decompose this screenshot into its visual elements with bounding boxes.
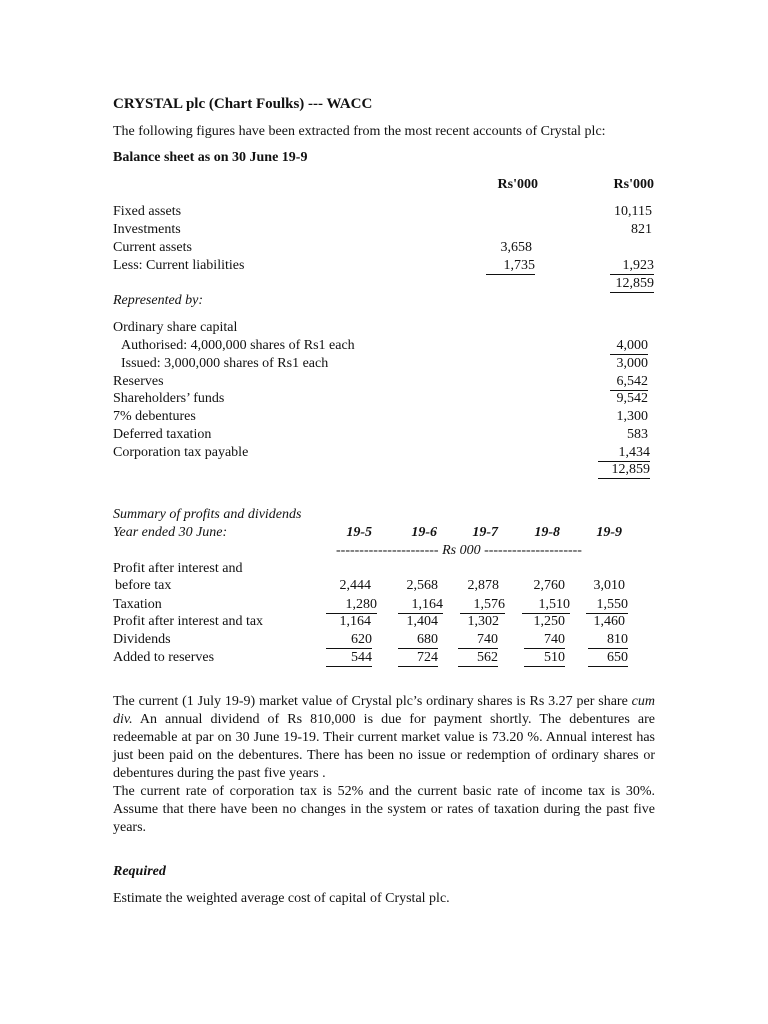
required-heading: Required bbox=[113, 864, 166, 879]
year-header: 19-8 bbox=[534, 525, 560, 540]
intro-text: The following figures have been extracted from the most recent accounts of Crystal plc: bbox=[113, 124, 606, 139]
year-header: 19-6 bbox=[411, 525, 437, 540]
summary-row-label: Profit after interest and tax bbox=[113, 614, 264, 629]
funding-value: 9,542 bbox=[616, 391, 648, 406]
funding-label: Shareholders’ funds bbox=[113, 391, 225, 406]
summary-cell: 2,760 bbox=[533, 578, 565, 593]
summary-cell: 1,302 bbox=[467, 614, 499, 629]
row-label: Less: Current liabilities bbox=[113, 258, 245, 273]
year-header: 19-7 bbox=[472, 525, 498, 540]
col2-header: Rs'000 bbox=[613, 177, 654, 192]
summary-cell: 1,404 bbox=[406, 614, 438, 629]
summary-cell: 680 bbox=[398, 632, 438, 649]
summary-cell: 510 bbox=[524, 650, 565, 667]
funding-label: Reserves bbox=[113, 374, 164, 389]
row-value: 821 bbox=[631, 222, 652, 237]
year-label: Year ended 30 June: bbox=[113, 525, 228, 540]
funding-value: 4,000 bbox=[610, 338, 648, 355]
summary-cell: 740 bbox=[458, 632, 498, 649]
represented-by: Represented by: bbox=[113, 293, 204, 308]
balance-sheet-heading: Balance sheet as on 30 June 19-9 bbox=[113, 150, 308, 165]
summary-cell: 1,250 bbox=[533, 614, 565, 629]
page-title: CRYSTAL plc (Chart Foulks) --- WACC bbox=[113, 96, 373, 112]
funding-label: Corporation tax payable bbox=[113, 445, 249, 460]
row-value: 3,658 bbox=[500, 240, 532, 255]
summary-cell: 1,280 bbox=[326, 597, 377, 614]
summary-cell: 2,444 bbox=[339, 578, 371, 593]
summary-cell: 1,460 bbox=[593, 614, 625, 629]
summary-row-label: Dividends bbox=[113, 632, 171, 647]
funding-label: Issued: 3,000,000 shares of Rs1 each bbox=[121, 356, 329, 371]
summary-cell: 2,568 bbox=[406, 578, 438, 593]
row-label: Investments bbox=[113, 222, 181, 237]
total-net-assets: 12,859 bbox=[610, 276, 654, 293]
row-value: 1,735 bbox=[486, 258, 535, 275]
summary-cell: 1,550 bbox=[586, 597, 628, 614]
paragraph-text: An annual dividend of Rs 810,000 is due for payment shortly. The debentures are redeemable at par on 30 June 19-19. Their current market value is 73.20 %. Annual interest has just been paid on the debentures. There has been no issue or redemption of ordinary shares or debentures during the past five years . bbox=[113, 712, 655, 781]
paragraph-taxation: The current rate of corporation tax is 52% and the current basic rate of income tax is 30%. Assume that there have been no changes in the system or rates of taxation during the past five years. bbox=[113, 784, 655, 835]
funding-value: 583 bbox=[627, 427, 648, 442]
paragraph-text: The current (1 July 19-9) market value of Crystal plc’s ordinary shares is Rs 3.27 per share bbox=[113, 694, 632, 709]
summary-cell: 1,164 bbox=[398, 597, 443, 614]
funding-label: Authorised: 4,000,000 shares of Rs1 each bbox=[121, 338, 355, 353]
required-text: Estimate the weighted average cost of capital of Crystal plc. bbox=[113, 891, 450, 906]
summary-cell: 544 bbox=[326, 650, 372, 667]
funding-label: 7% debentures bbox=[113, 409, 196, 424]
col1-header: Rs'000 bbox=[497, 177, 538, 192]
funding-label: Deferred taxation bbox=[113, 427, 212, 442]
funding-value: 3,000 bbox=[616, 356, 648, 371]
summary-heading: Summary of profits and dividends bbox=[113, 507, 302, 522]
summary-cell: 810 bbox=[588, 632, 628, 649]
funding-value: 6,542 bbox=[610, 374, 648, 391]
year-header: 19-5 bbox=[346, 525, 372, 540]
summary-cell: 2,878 bbox=[467, 578, 499, 593]
summary-row-label: Profit after interest and bbox=[113, 561, 243, 576]
summary-cell: 740 bbox=[524, 632, 565, 649]
funding-value: 1,300 bbox=[616, 409, 648, 424]
summary-cell: 1,164 bbox=[339, 614, 371, 629]
cum-div-text: cum div. bbox=[113, 694, 655, 727]
summary-cell: 3,010 bbox=[593, 578, 625, 593]
summary-row-label: before tax bbox=[115, 578, 172, 593]
units-line: ---------------------- Rs 000 --------------------- bbox=[336, 543, 582, 558]
summary-cell: 620 bbox=[326, 632, 372, 649]
summary-cell: 1,510 bbox=[522, 597, 570, 614]
summary-cell: 562 bbox=[458, 650, 498, 667]
row-value: 1,923 bbox=[610, 258, 654, 275]
summary-row-label: Taxation bbox=[113, 597, 162, 612]
funding-value: 1,434 bbox=[598, 445, 650, 462]
paragraph-market-values bbox=[113, 693, 655, 783]
row-value: 10,115 bbox=[614, 204, 652, 219]
row-label: Current assets bbox=[113, 240, 192, 255]
summary-cell: 650 bbox=[588, 650, 628, 667]
summary-row-label: Added to reserves bbox=[113, 650, 215, 665]
funding-label: Ordinary share capital bbox=[113, 320, 238, 335]
row-label: Fixed assets bbox=[113, 204, 182, 219]
total-funding: 12,859 bbox=[598, 462, 650, 479]
summary-cell: 1,576 bbox=[460, 597, 505, 614]
year-header: 19-9 bbox=[596, 525, 622, 540]
summary-cell: 724 bbox=[398, 650, 438, 667]
